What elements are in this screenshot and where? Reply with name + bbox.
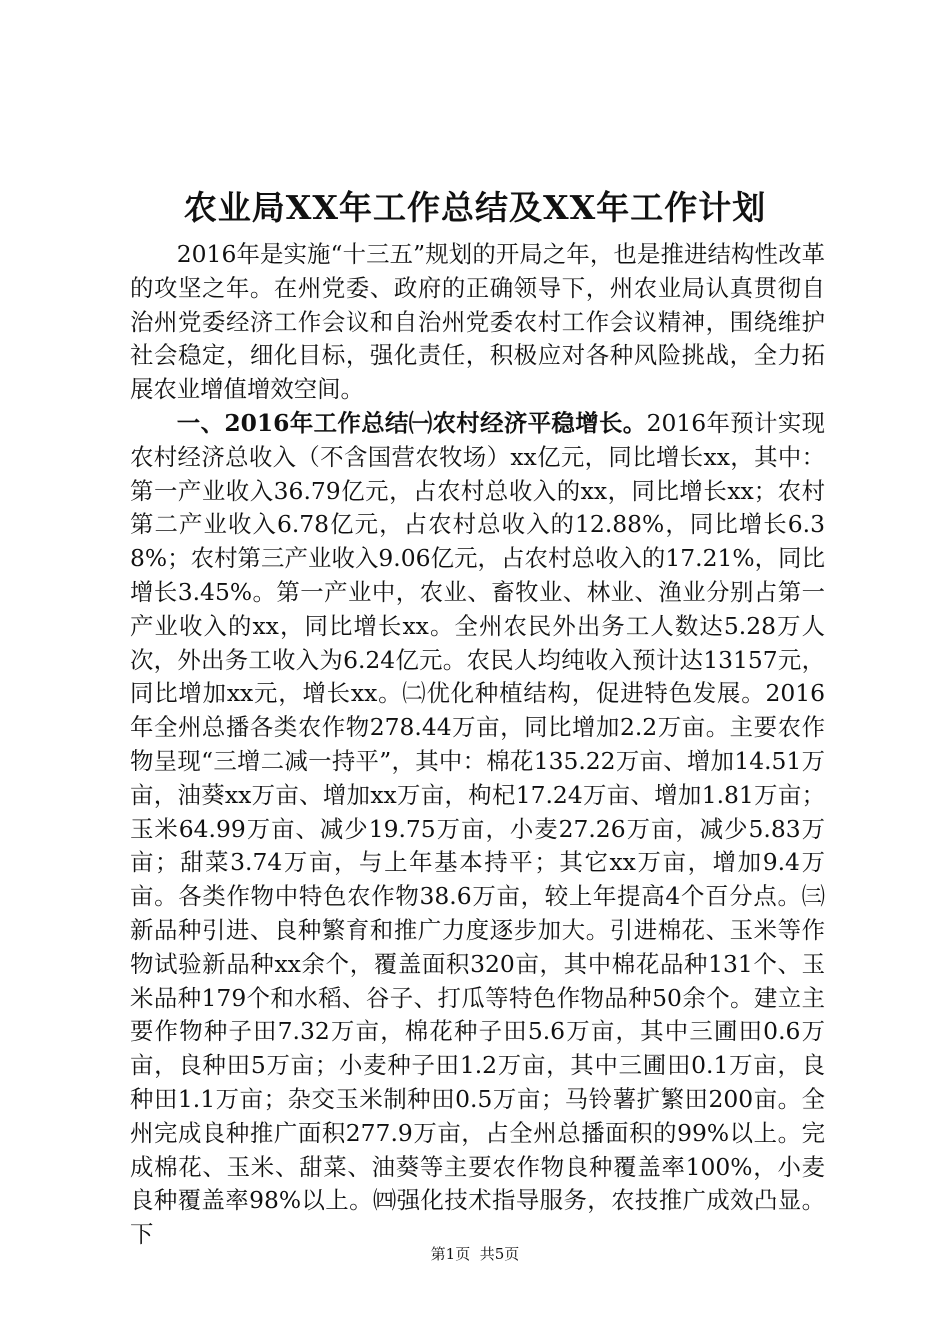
page-footer	[0, 1244, 950, 1264]
document-title: 农业局XX年工作总结及XX年工作计划	[183, 188, 767, 227]
section-heading: 一、2016年工作总结㈠农村经济平稳增长。	[176, 408, 647, 437]
page-total: 共5页	[479, 1245, 520, 1263]
intro-paragraph: 2016年是实施“十三五”规划的开局之年，也是推进结构性改革的攻坚之年。在州党委、政府的正确领导下，州农业局认真贯彻自治州党委经济工作会议和自治州党委农村工作会议精神，围绕维护社会稳定，细化目标，强化责任，积极应对各种风险挑战，全力拓展农业增值增效空间。	[130, 240, 825, 404]
summary-paragraph	[130, 407, 825, 1252]
document-body	[130, 238, 825, 1252]
section-body: 2016年预计实现农村经济总收入（不含国营农牧场）xx亿元，同比增长xx，其中：第一产业收入36.79亿元，占农村总收入的xx，同比增长xx；农村第二产业收入6.78亿元，占农村总收入的12.88%，同比增长6.38%；农村第三产业收入9.06亿元，占农村总收入的17.21%，同比增长3.45%。第一产业中，农业、畜牧业、林业、渔业分别占第一产业收入的xx，同比增长xx。全州农民外出务工人数达5.28万人次，外出务工收入为6.24亿元。农民人均纯收入预计达13157元，同比增加xx元，增长xx。㈡优化种植结构，促进特色发展。2016年全州总播各类农作物278.44万亩，同比增加2.2万亩。主要农作物呈现“三增二减一持平”，其中：棉花135.22万亩、增加14.51万亩，油葵xx万亩、增加xx万亩，枸杞17.24万亩、增加1.81万亩；玉米64.99万亩、减少19.75万亩，小麦27.26万亩，减少5.83万亩；甜菜3.74万亩，与上年基本持平；其它xx万亩，增加9.4万亩。各类作物中特色农作物38.6万亩，较上年提高4个百分点。㈢新品种引进、良种繁育和推广力度逐步加大。引进棉花、玉米等作物试验新品种xx余个，覆盖面积320亩，其中棉花品种131个、玉米品种179个和水稻、谷子、打瓜等特色作物品种50余个。建立主要作物种子田7.32万亩，棉花种子田5.6万亩，其中三圃田0.6万亩，良种田5万亩；小麦种子田1.2万亩，其中三圃田0.1万亩，良种田1.1万亩；杂交玉米制种田0.5万亩；马铃薯扩繁田200亩。全州完成良种推广面积277.9万亩，占全州总播面积的99%以上。完成棉花、玉米、甜菜、油葵等主要农作物良种覆盖率100%，小麦良种覆盖率98%以上。㈣强化技术指导服务，农技推广成效凸显。下	[130, 408, 825, 1249]
page-number: 第1页	[430, 1245, 471, 1263]
